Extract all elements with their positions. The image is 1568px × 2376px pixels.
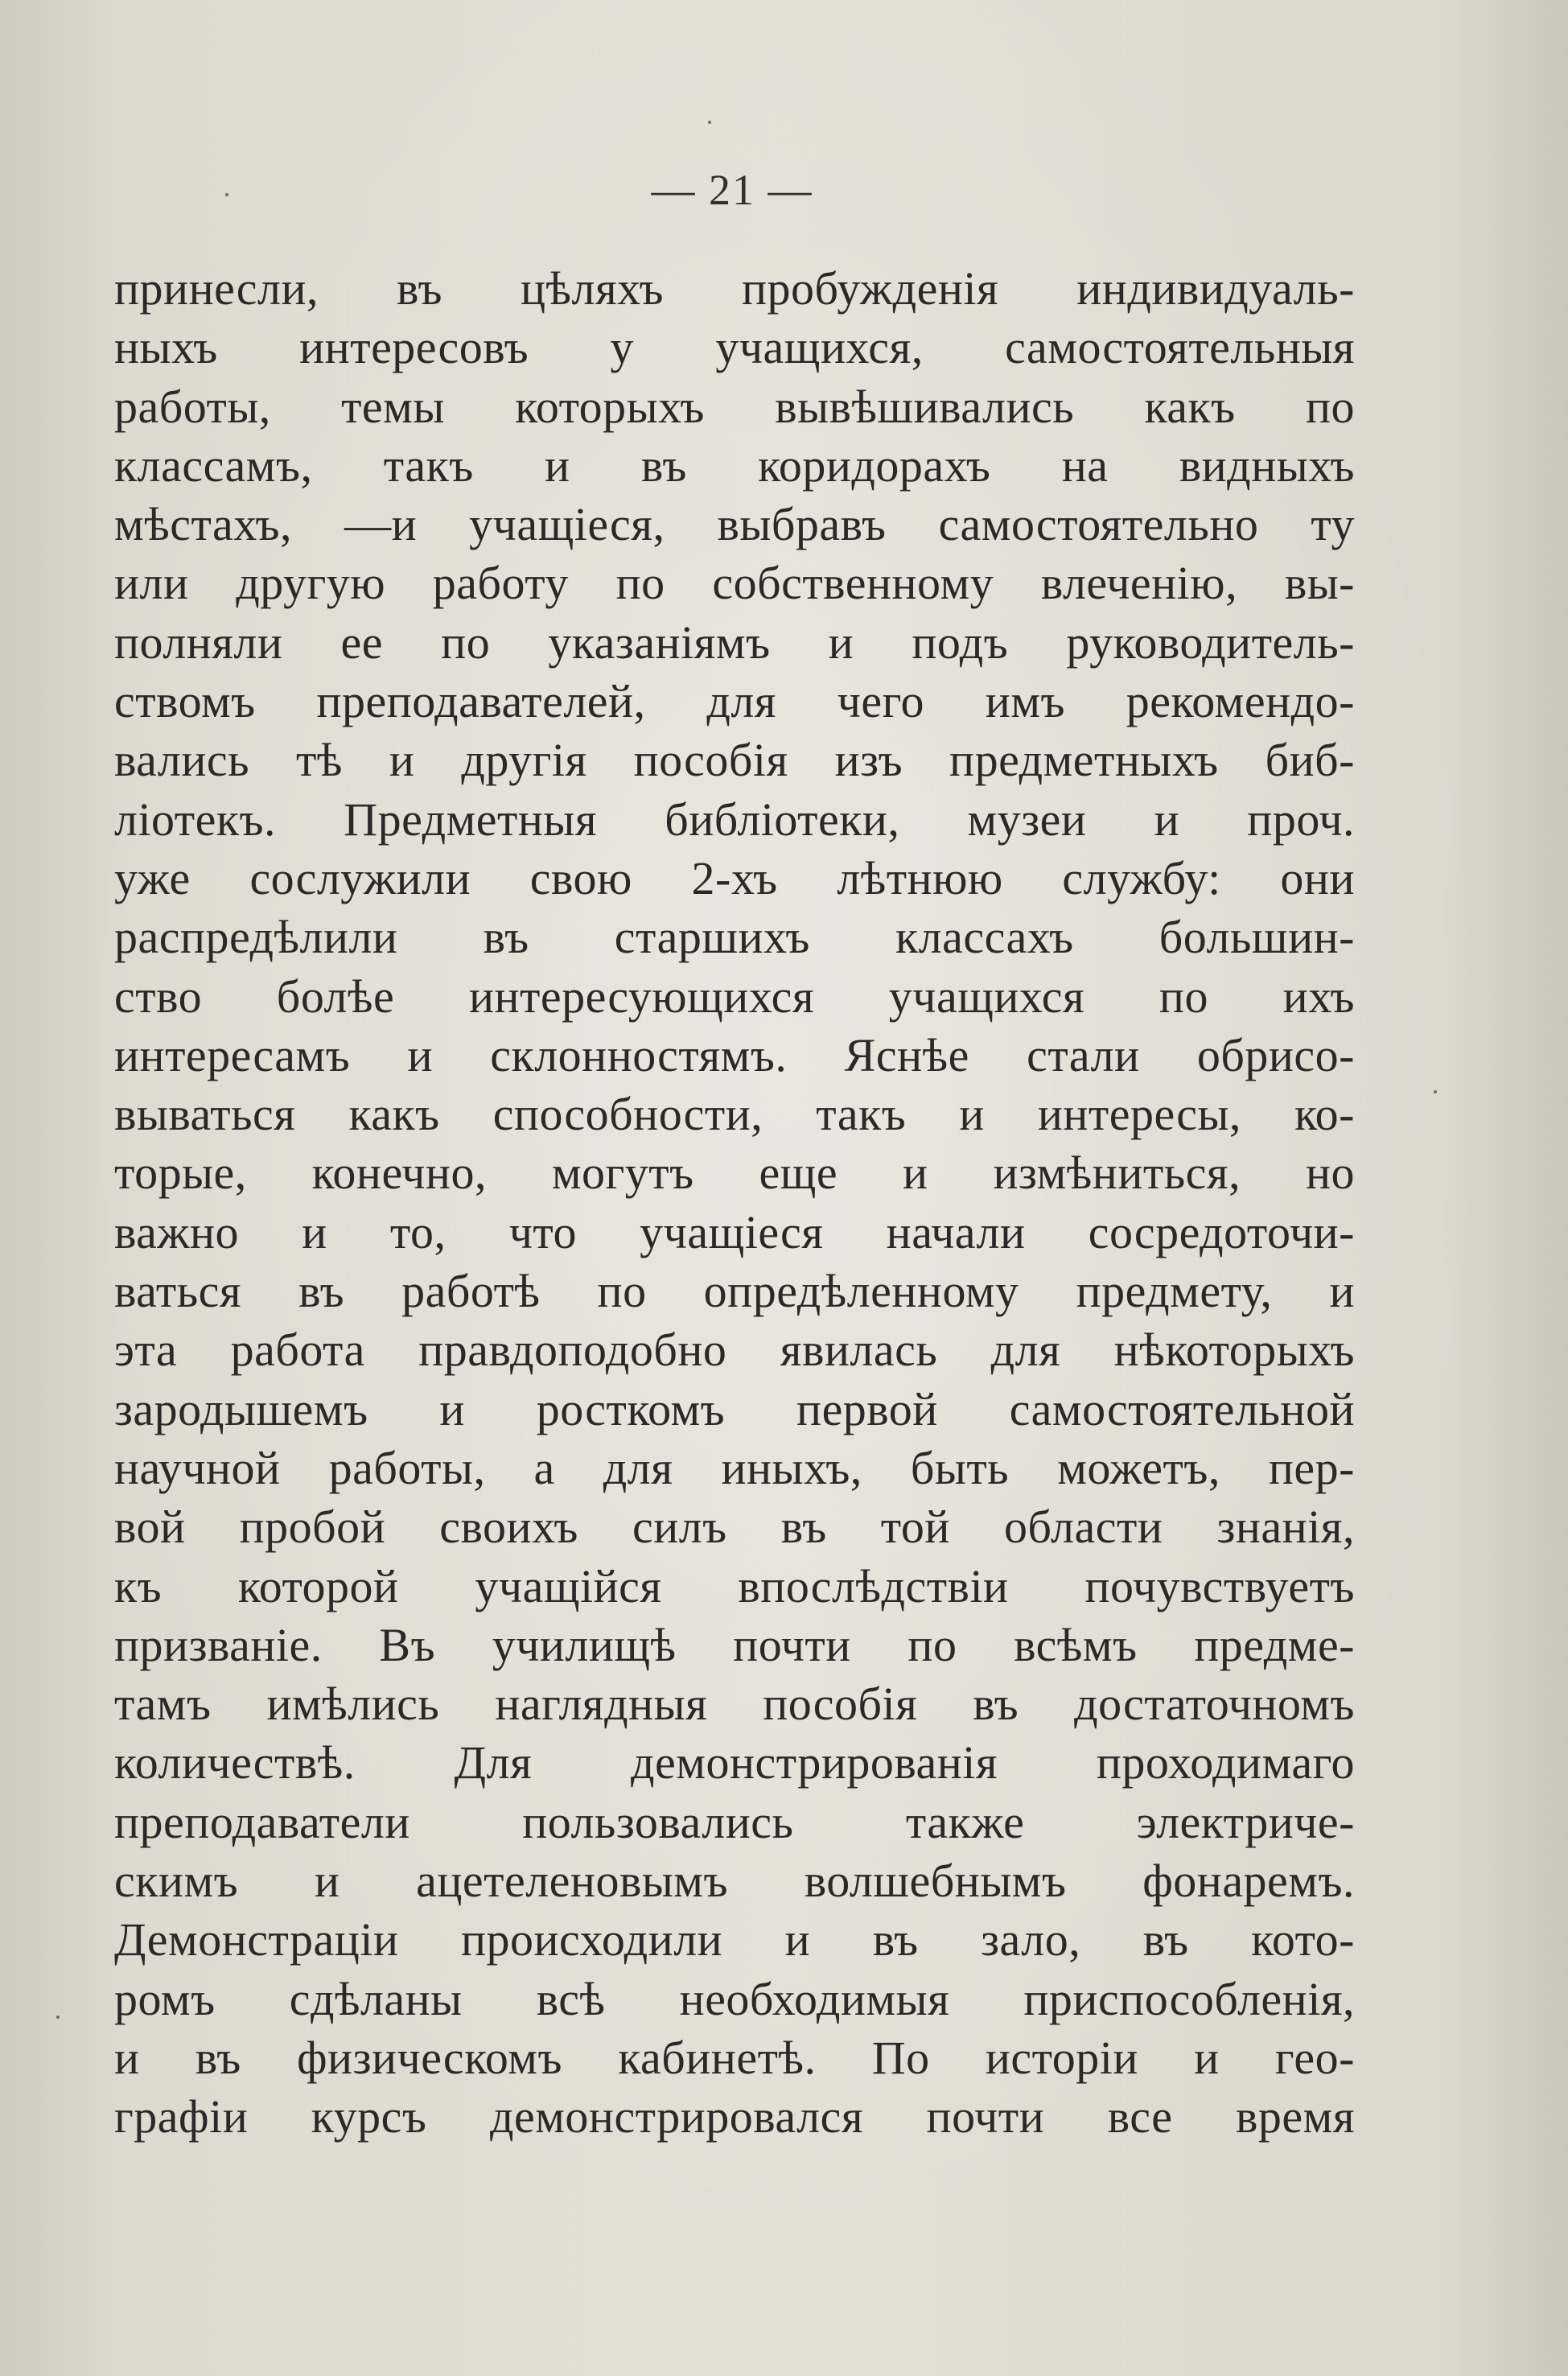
page-number: — 21 — xyxy=(651,166,813,214)
text-line: ствомъ преподавателей, для чего имъ рекомендо- xyxy=(114,675,1355,728)
text-line: распредѣлили въ старшихъ классахъ большин- xyxy=(114,911,1355,964)
text-line: научной работы, а для иныхъ, быть можетъ, пер- xyxy=(114,1441,1355,1494)
text-line: тамъ имѣлись наглядныя пособія въ достаточномъ xyxy=(114,1678,1355,1731)
text-line: торые, конечно, могутъ еще и измѣниться, но xyxy=(114,1147,1355,1200)
paper-speck xyxy=(225,193,228,196)
text-line: ныхъ интересовъ у учащихся, самостоятельныя xyxy=(114,321,1355,374)
text-line: скимъ и ацетеленовымъ волшебнымъ фонаремъ. xyxy=(114,1855,1355,1908)
text-line: или другую работу по собственному влеченію, вы- xyxy=(114,557,1355,610)
text-line: мѣстахъ, —и учащіеся, выбравъ самостоятельно ту xyxy=(114,498,1355,551)
text-line: количествѣ. Для демонстрированія проходимаго xyxy=(114,1736,1355,1789)
text-line: полняли ее по указаніямъ и подъ руководитель- xyxy=(114,616,1355,669)
text-line: вой пробой своихъ силъ въ той области знанія, xyxy=(114,1501,1355,1554)
text-line: ромъ сдѣланы всѣ необходимыя приспособленія, xyxy=(114,1972,1355,2025)
text-line: эта работа правдоподобно явилась для нѣкоторыхъ xyxy=(114,1324,1355,1377)
text-line: принесли, въ цѣляхъ пробужденія индивидуаль- xyxy=(114,262,1355,315)
text-line: ваться въ работѣ по опредѣленному предмету, и xyxy=(114,1265,1355,1318)
text-line: и въ физическомъ кабинетѣ. По исторіи и гео- xyxy=(114,2031,1355,2084)
text-line: ство болѣе интересующихся учащихся по ихъ xyxy=(114,970,1355,1023)
text-line: преподаватели пользовались также электриче- xyxy=(114,1795,1355,1848)
text-line: классамъ, такъ и въ коридорахъ на видныхъ xyxy=(114,439,1355,492)
body-text xyxy=(114,259,1355,2147)
paper-speck xyxy=(1434,1090,1437,1093)
paper-speck xyxy=(708,121,711,124)
text-line: графіи курсъ демонстрировался почти все время xyxy=(114,2090,1355,2143)
text-line: важно и то, что учащіеся начали сосредоточи- xyxy=(114,1205,1355,1258)
text-line: уже сослужили свою 2-хъ лѣтнюю службу: они xyxy=(114,851,1355,904)
text-line: призваніе. Въ училищѣ почти по всѣмъ предме- xyxy=(114,1618,1355,1671)
text-line: ліотекъ. Предметныя библіотеки, музеи и проч. xyxy=(114,793,1355,846)
text-line: Демонстраціи происходили и въ зало, въ кото- xyxy=(114,1913,1355,1966)
text-line: вываться какъ способности, такъ и интересы, ко- xyxy=(114,1088,1355,1141)
text-line: зародышемъ и росткомъ первой самостоятельной xyxy=(114,1382,1355,1435)
text-line: работы, темы которыхъ вывѣшивались какъ по xyxy=(114,380,1355,433)
paper-speck xyxy=(56,2016,60,2019)
text-line: вались тѣ и другія пособія изъ предметныхъ биб- xyxy=(114,734,1355,787)
text-line: интересамъ и склонностямъ. Яснѣе стали обрисо- xyxy=(114,1028,1355,1081)
text-line: къ которой учащійся впослѣдствіи почувствуетъ xyxy=(114,1559,1355,1612)
